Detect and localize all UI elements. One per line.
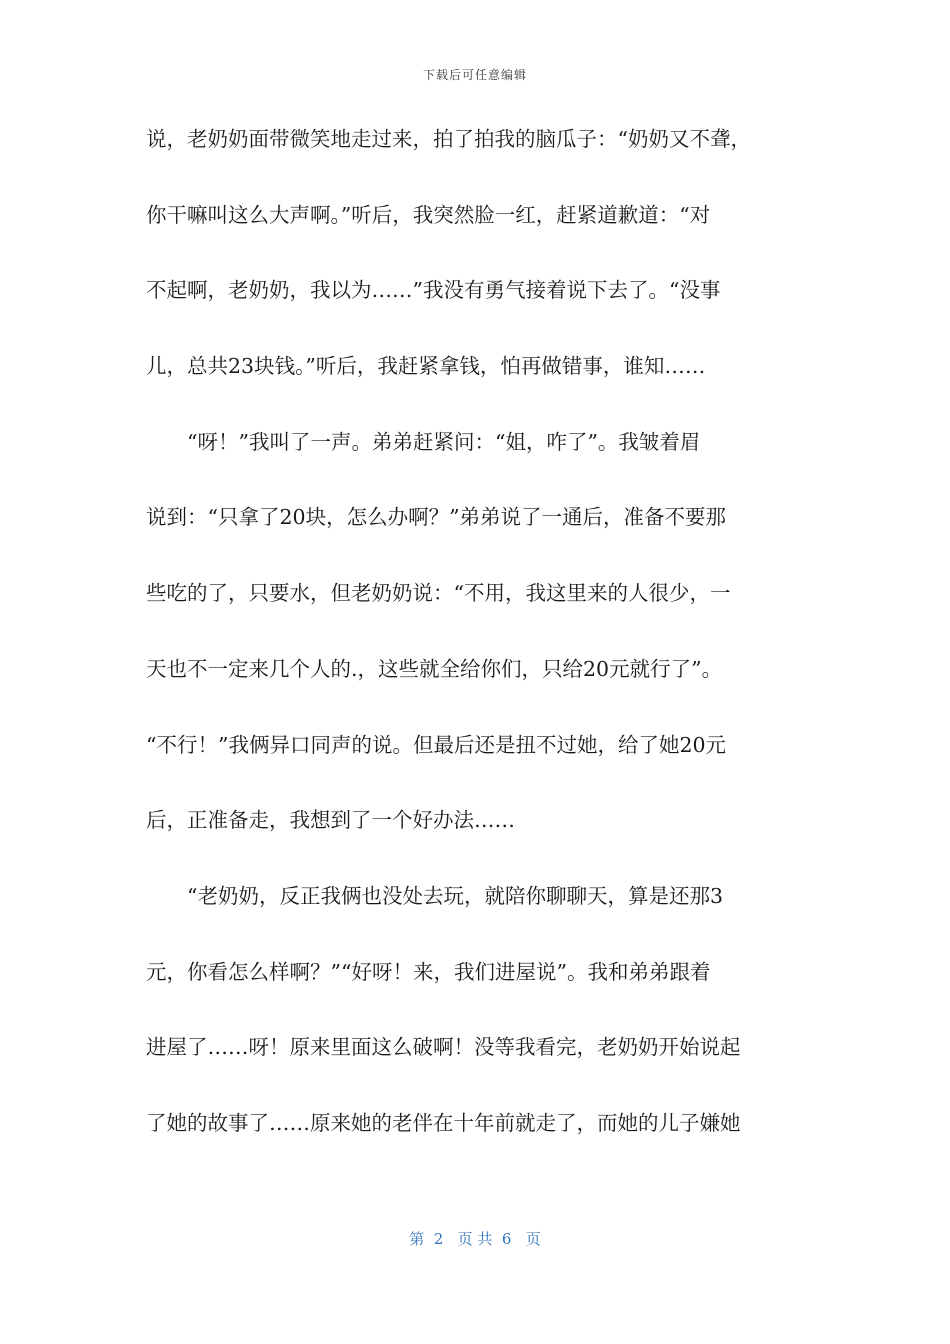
- text-line: 天也不一定来几个人的.，这些就全给你们，只给20元就行了”。: [146, 656, 723, 681]
- text-line: 后，正准备走，我想到了一个好办法……: [146, 808, 515, 833]
- page-footer: 第 2 页 共 6 页: [409, 1230, 541, 1248]
- text-line: 说，老奶奶面带微笑地走过来，拍了拍我的脑瓜子：“奶奶又不聋，: [146, 127, 751, 151]
- page-header: 下载后可任意编辑: [422, 68, 527, 82]
- text-line: 些吃的了，只要水，但老奶奶说：“不用，我这里来的人很少，一: [146, 581, 731, 606]
- text-line: 进屋了……呀！原来里面这么破啊！没等我看完，老奶奶开始说起: [146, 1035, 741, 1060]
- text-line: 元，你看怎么样啊？”“好呀！来，我们进屋说”。我和弟弟跟着: [146, 959, 711, 984]
- text-line: 说到：“只拿了20块，怎么办啊？”弟弟说了一通后，准备不要那: [146, 505, 727, 530]
- body-text: [146, 121, 806, 1181]
- text-line: 了她的故事了……原来她的老伴在十年前就走了，而她的儿子嫌她: [146, 1110, 741, 1135]
- text-line: 你干嘛叫这么大声啊。”听后，我突然脸一红，赶紧道歉道：“对: [146, 202, 711, 227]
- text-line: 儿，总共23块钱。”听后，我赶紧拿钱，怕再做错事，谁知……: [146, 354, 706, 379]
- text-line: 不起啊，老奶奶，我以为……”我没有勇气接着说下去了。“没事: [146, 278, 721, 303]
- text-line: “老奶奶，反正我俩也没处去玩，就陪你聊聊天，算是还那3: [146, 883, 724, 908]
- text-line: “不行！”我俩异口同声的说。但最后还是扭不过她，给了她20元: [146, 732, 727, 757]
- text-line: “呀！”我叫了一声。弟弟赶紧问：“姐，咋了”。我皱着眉: [146, 429, 701, 454]
